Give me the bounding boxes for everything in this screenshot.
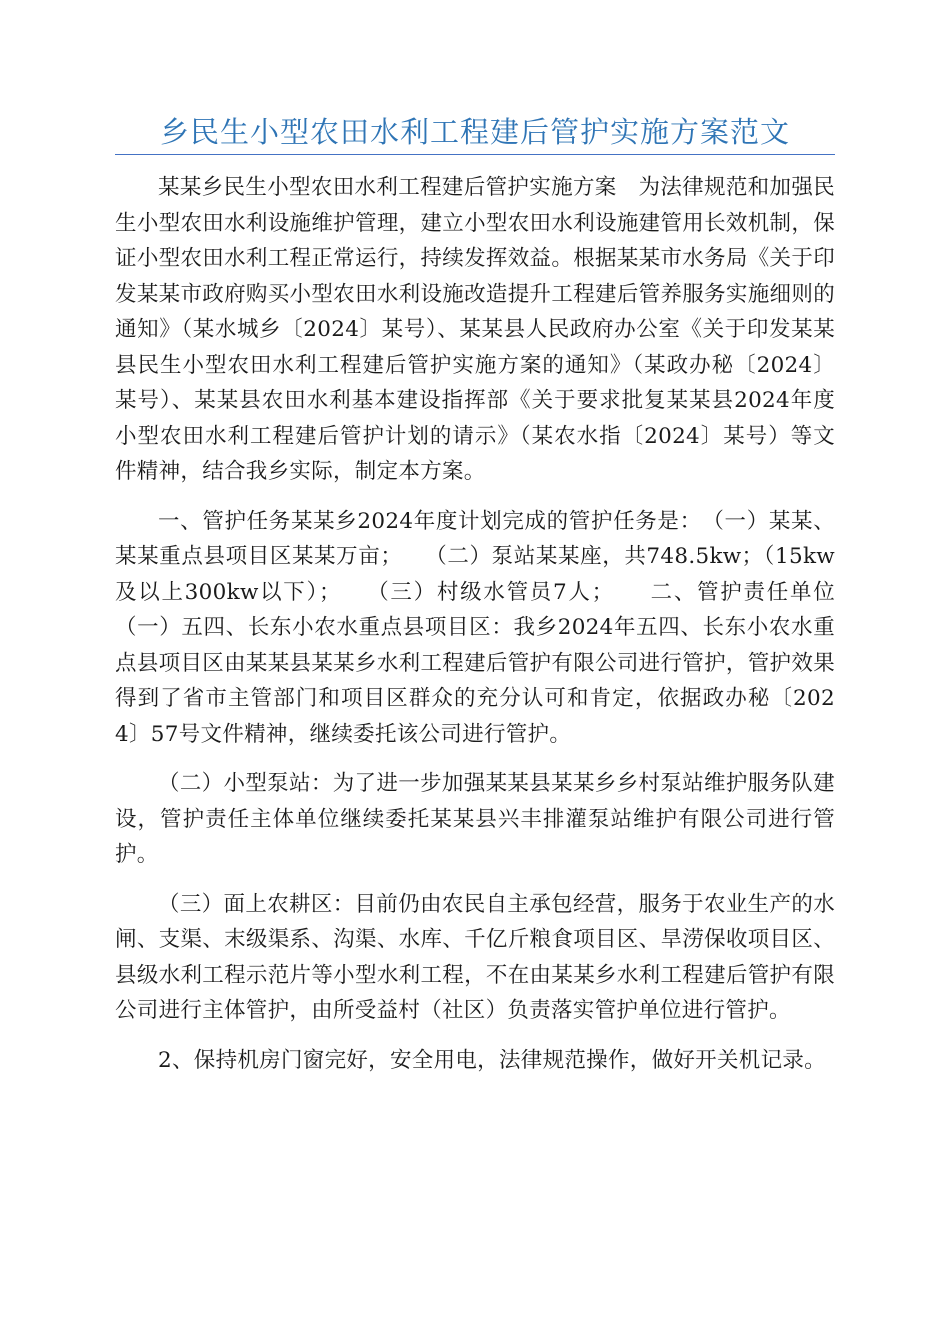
paragraph-intro: 某某乡民生小型农田水利工程建后管护实施方案 为法律规范和加强民生小型农田水利设施维护管理，建立小型农田水利设施建管用长效机制，保证小型农田水利工程正常运行，持续发挥效益。根据某某市水务局《关于印发某某市政府购买小型农田水利设施改造提升工程建后管养服务实施细则的通知》（某水城乡〔2024〕某号）、某某县人民政府办公室《关于印发某某县民生小型农田水利工程建后管护实施方案的通知》（某政办秘〔2024〕某号）、某某县农田水利基本建设指挥部《关于要求批复某某县2024年度小型农田水利工程建后管护计划的请示》（某农水指〔2024〕某号）等文件精神，结合我乡实际，制定本方案。 [115, 175, 835, 484]
paragraph-tasks: 一、管护任务某某乡2024年度计划完成的管护任务是： （一）某某、某某重点县项目区某某万亩； （二）泵站某某座，共748.5kw；（15kw及以上300kw以下）； （三）村级水管员7人； 二、管护责任单位（一）五四、长东小农水重点县项目区：我乡2024年五四、长东小农水重点县项目区由某某县某某乡水利工程建后管护有限公司进行管护，管护效果得到了省市主管部门和项目区群众的充分认可和肯定，依据政办秘〔2024〕57号文件精神，继续委托该公司进行管护。 [115, 508, 835, 747]
paragraph-spacer [115, 490, 835, 504]
paragraph-pump-stations: （二）小型泵站：为了进一步加强某某县某某乡乡村泵站维护服务队建设，管护责任主体单位继续委托某某县兴丰排灌泵站维护有限公司进行管护。 [115, 771, 835, 867]
paragraph-spacer [115, 873, 835, 887]
paragraph-spacer [115, 752, 835, 766]
document-title: 乡民生小型农田水利工程建后管护实施方案范文 [159, 115, 790, 149]
paragraph-spacer [115, 1029, 835, 1043]
document-body [115, 170, 835, 1078]
paragraph-farmland: （三）面上农耕区：目前仍由农民自主承包经营，服务于农业生产的水闸、支渠、末级渠系、沟渠、水库、千亿斤粮食项目区、旱涝保收项目区、县级水利工程示范片等小型水利工程，不在由某某乡水利工程建后管护有限公司进行主体管护，由所受益村（社区）负责落实管护单位进行管护。 [115, 891, 835, 1023]
title-underline [115, 154, 835, 155]
paragraph-machine-room: 2、保持机房门窗完好，安全用电，法律规范操作，做好开关机记录。 [158, 1047, 826, 1073]
